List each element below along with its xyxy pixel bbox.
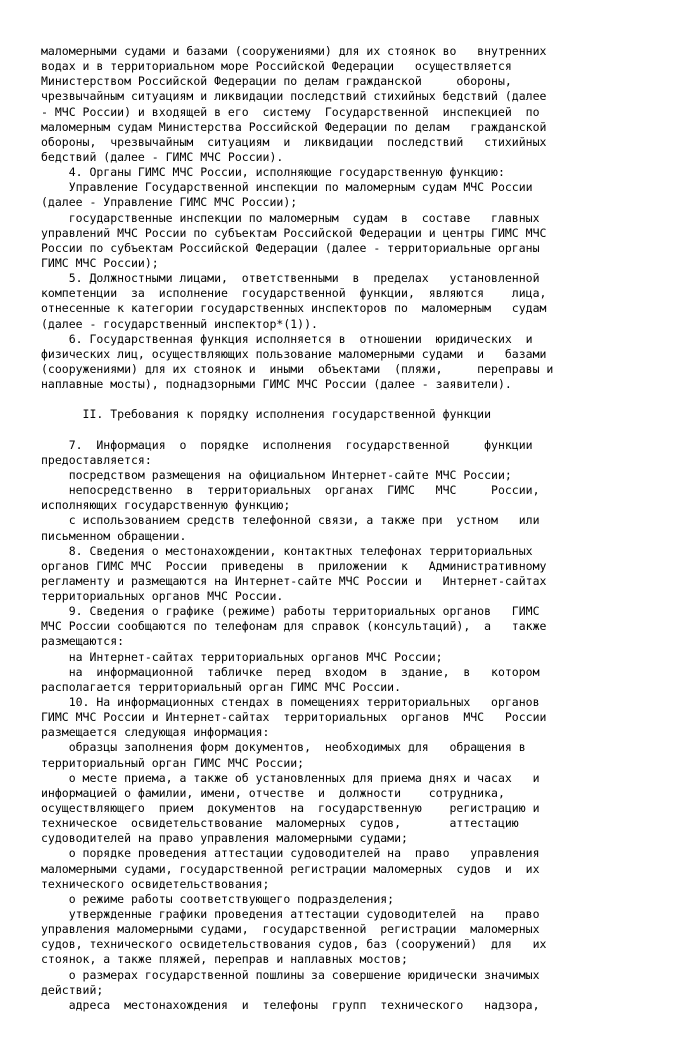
text-line: государственные инспекции по маломерным судам в составе главных [41,210,540,225]
text-line: о размерах государственной пошлины за совершение юридически значимых [41,967,540,982]
text-line: 8. Сведения о местонахождении, контактных телефонах территориальных [41,543,533,558]
text-line: технического освидетельствования; [41,876,270,891]
text-line: Управление Государственной инспекции по маломерным судам МЧС России [41,180,533,195]
text-line: судов, технического освидетельствования судов, баз (сооружений) для их [41,937,547,952]
text-line: компетенции за исполнение государственной функции, являются лица, [41,286,547,301]
blank-line [41,392,625,407]
text-line: водах и в территориальном море Российской Федерации осуществляется [41,59,512,74]
text-line: регламенту и размещаются на Интернет-сайте МЧС России и Интернет-сайтах [41,573,547,588]
text-line: с использованием средств телефонной связи, а также при устном или [41,513,540,528]
text-line: территориальный орган ГИМС МЧС России; [41,755,305,770]
text-line: (сооружениями) для их стоянок и иными объектами (пляжи, переправы и [41,361,554,376]
text-line: о порядке проведения аттестации судоводителей на право управления [41,846,540,861]
text-line: 10. На информационных стендах в помещениях территориальных органов [41,695,540,710]
document-body [41,44,625,1013]
text-line: на Интернет-сайтах территориальных органов МЧС России; [41,649,443,664]
text-line: действий; [41,982,104,997]
text-line: техническое освидетельствование маломерных судов, аттестацию [41,816,519,831]
text-line: посредством размещения на официальном Интернет-сайте МЧС России; [41,467,512,482]
text-line: обороны, чрезвычайным ситуациям и ликвидации последствий стихийных [41,134,547,149]
text-line: образцы заполнения форм документов, необходимых для обращения в [41,740,526,755]
text-line: ГИМС МЧС России); [41,255,159,270]
text-line: МЧС России сообщаются по телефонам для справок (консультаций), а также [41,619,547,634]
text-line: утвержденные графики проведения аттестации судоводителей на право [41,907,540,922]
text-line: исполняющих государственную функцию; [41,498,291,513]
text-line: письменном обращении. [41,528,187,543]
text-line: (далее - государственный инспектор*(1)). [41,316,318,331]
text-line: - МЧС России) и входящей в его систему Государственной инспекцией по [41,104,540,119]
text-line: располагается территориальный орган ГИМС МЧС России. [41,679,402,694]
text-line: осуществляющего прием документов на государственную регистрацию и [41,801,540,816]
blank-line [41,423,625,438]
text-line: России по субъектам Российской Федерации (далее - территориальные органы [41,240,540,255]
text-line: 7. Информация о порядке исполнения государственной функции [41,437,533,452]
text-line: размещаются: [41,634,125,649]
text-line: адреса местонахождения и телефоны групп технического надзора, [41,997,540,1012]
text-line: физических лиц, осуществляющих пользование маломерными судами и базами [41,346,547,361]
text-line: маломерными судами и базами (сооружениями) для их стоянок во внутренних [41,44,547,58]
text-line: судоводителей на право управления маломерными судами; [41,831,408,846]
text-line: стоянок, а также пляжей, переправ и наплавных мостов; [41,952,408,967]
text-line: отнесенные к категории государственных инспекторов по маломерным судам [41,301,547,316]
text-line: о месте приема, а также об установленных для приема днях и часах и [41,770,540,785]
text-line: 6. Государственная функция исполняется в отношении юридических и [41,331,533,346]
text-line: наплавные мосты), поднадзорными ГИМС МЧС России (далее - заявители). [41,377,512,392]
text-line: 4. Органы ГИМС МЧС России, исполняющие государственную функцию: [41,165,505,180]
text-line: 5. Должностными лицами, ответственными в пределах установленной [41,271,540,286]
text-line: управлений МЧС России по субъектам Российской Федерации и центры ГИМС МЧС [41,225,547,240]
text-line: 9. Сведения о графике (режиме) работы территориальных органов ГИМС [41,604,540,619]
text-line: (далее - Управление ГИМС МЧС России); [41,195,298,210]
text-line: II. Требования к порядку исполнения государственной функции [41,407,492,422]
text-line: ГИМС МЧС России и Интернет-сайтах территориальных органов МЧС России [41,710,547,725]
text-line: размещается следующая информация: [41,725,270,740]
text-line: управления маломерными судами, государственной регистрации маломерных [41,922,540,937]
text-line: на информационной табличке перед входом в здание, в котором [41,664,540,679]
text-line: непосредственно в территориальных органах ГИМС МЧС России, [41,483,540,498]
text-line: Министерством Российской Федерации по делам гражданской обороны, [41,74,512,89]
text-line: территориальных органов МЧС России. [41,589,284,604]
text-line: предоставляется: [41,452,152,467]
text-line: маломерными судами, государственной регистрации маломерных судов и их [41,861,540,876]
text-line: маломерным судам Министерства Российской Федерации по делам гражданской [41,119,547,134]
text-line: информацией о фамилии, имени, отчестве и должности сотрудника, [41,785,505,800]
text-line: органов ГИМС МЧС России приведены в приложении к Административному [41,558,547,573]
text-line: бедствий (далее - ГИМС МЧС России). [41,149,284,164]
text-line: чрезвычайным ситуациям и ликвидации последствий стихийных бедствий (далее [41,89,547,104]
text-line: о режиме работы соответствующего подразделения; [41,891,395,906]
